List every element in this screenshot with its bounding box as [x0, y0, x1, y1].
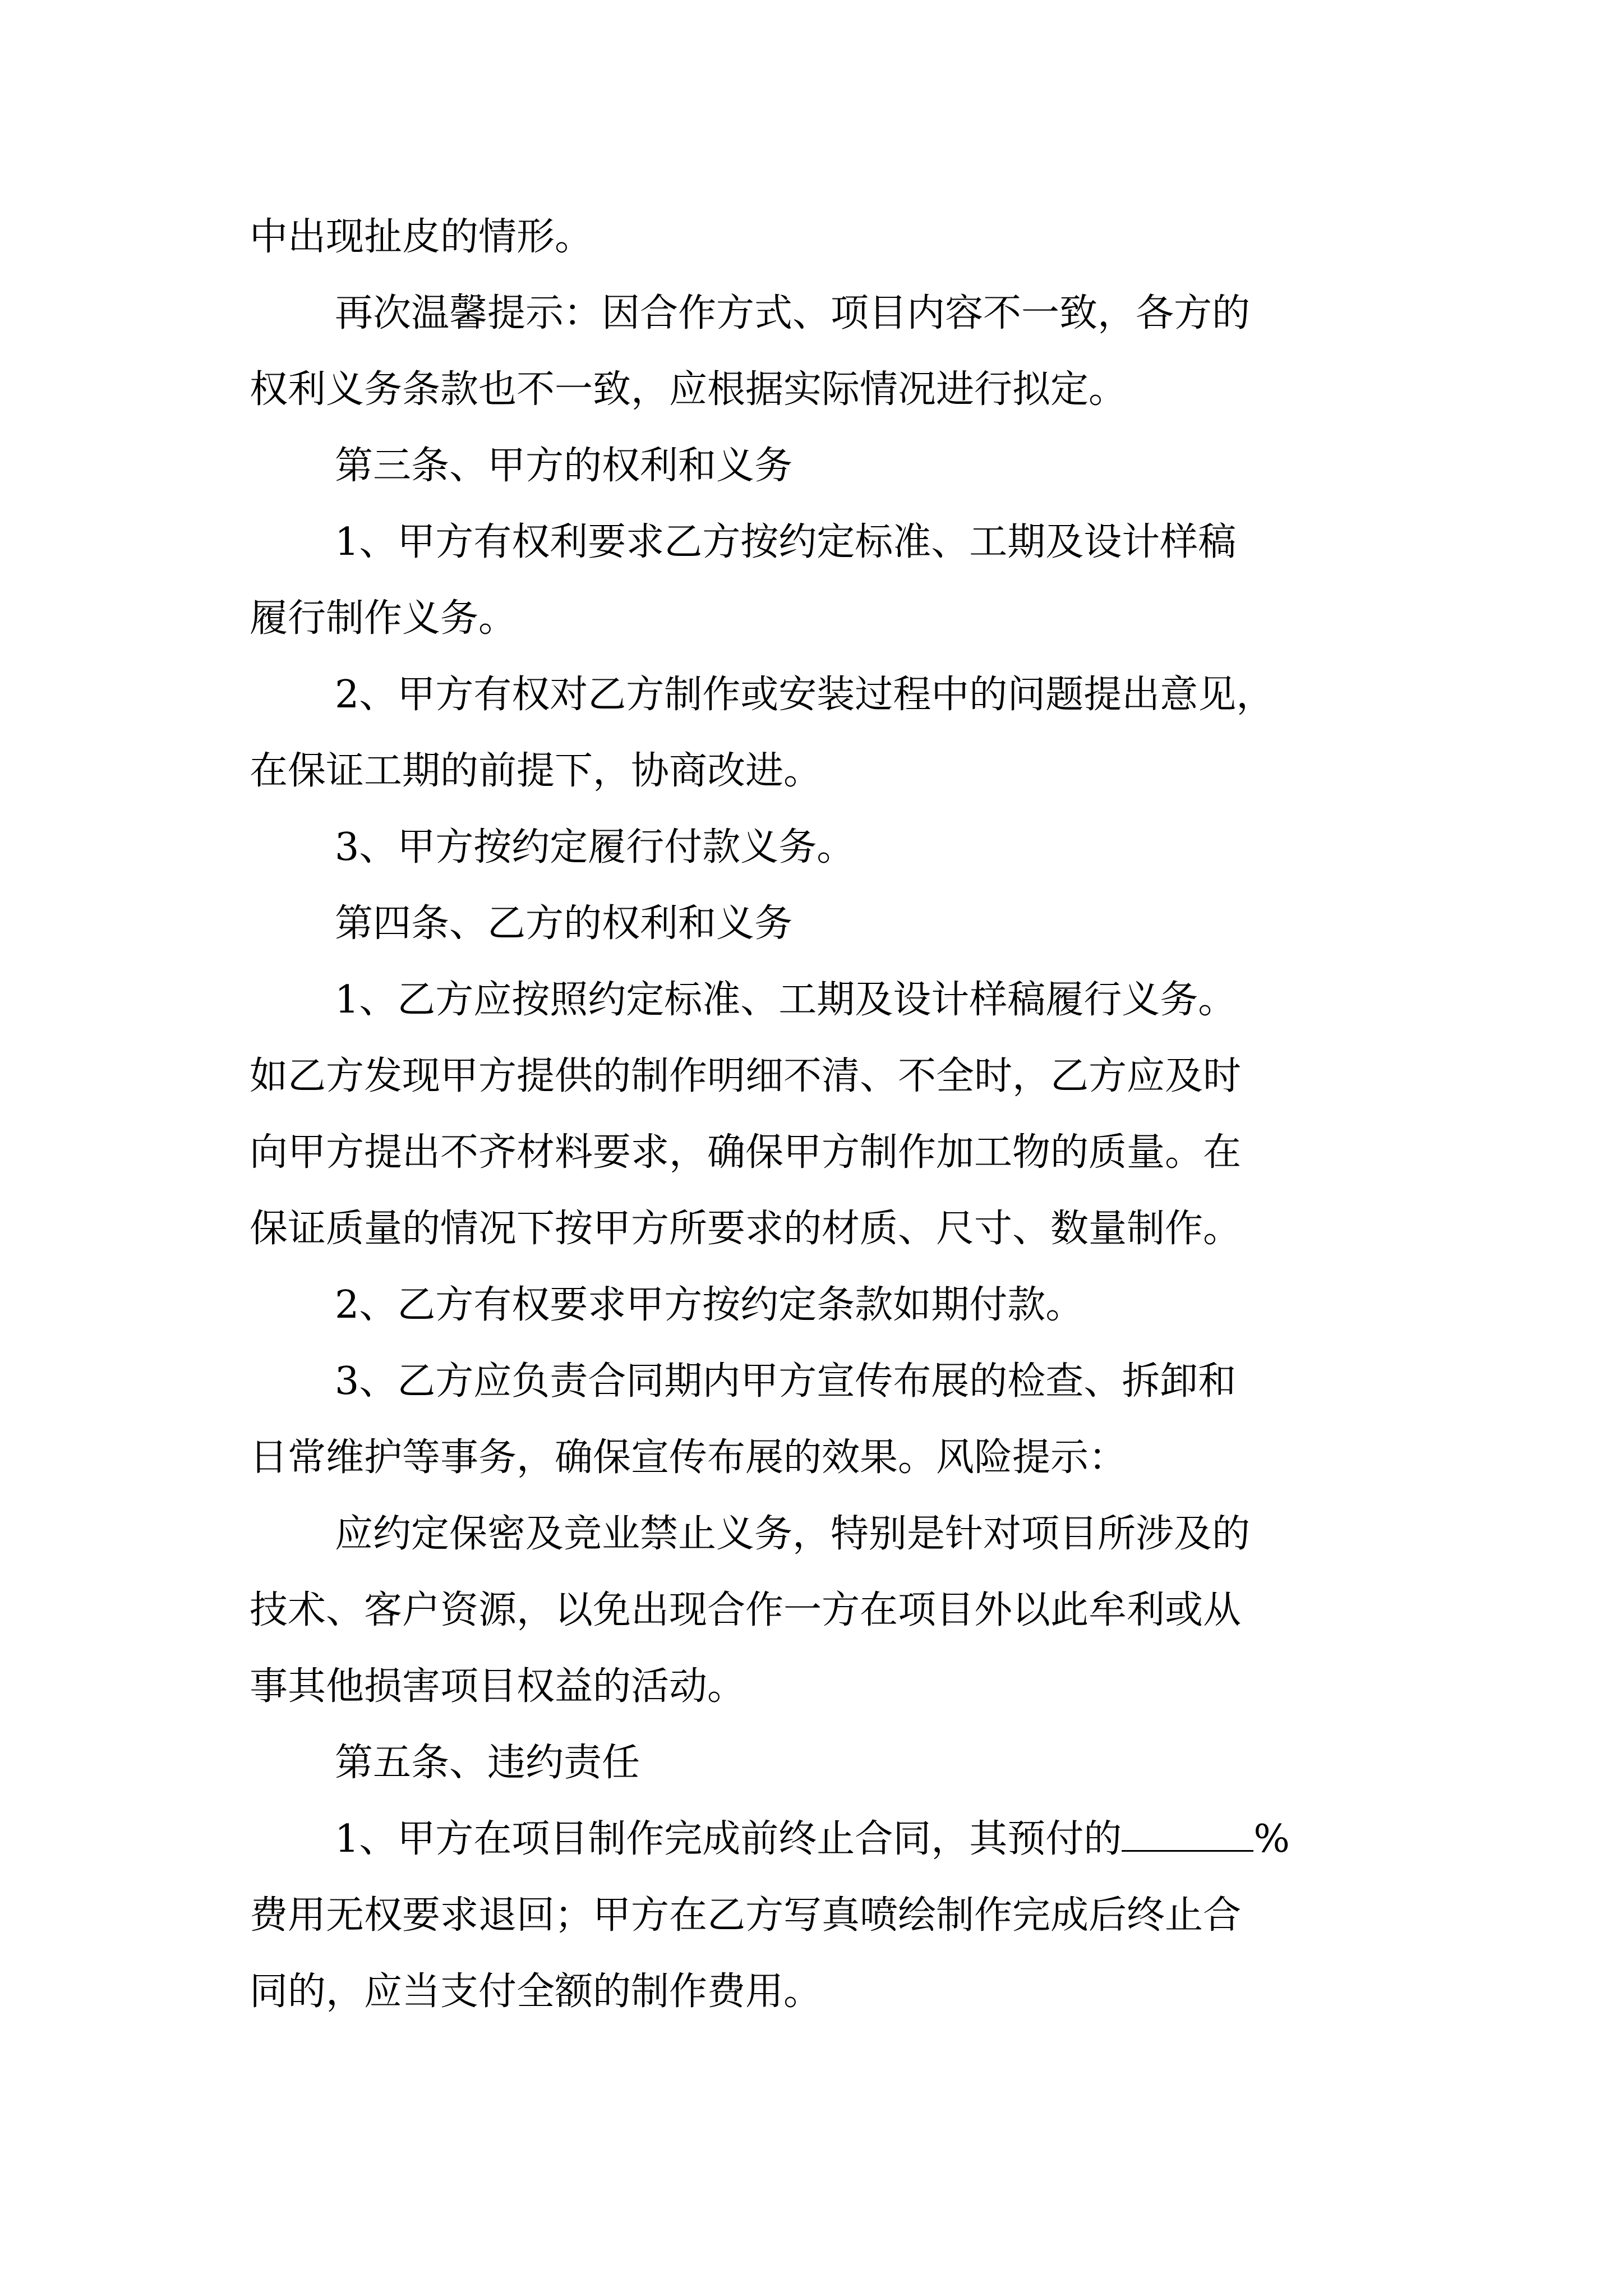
fill-in-blank	[1122, 1819, 1253, 1852]
paragraph-line: 技术、客户资源，以免出现合作一方在项目外以此牟利或从	[250, 1588, 1242, 1632]
section-heading: 第四条、乙方的权利和义务	[335, 901, 793, 946]
paragraph-line: 1、甲方有权利要求乙方按约定标准、工期及设计样稿	[335, 520, 1237, 564]
paragraph-line: 2、甲方有权对乙方制作或安装过程中的问题提出意见，	[335, 673, 1275, 717]
paragraph-line: 2、乙方有权要求甲方按约定条款如期付款。	[335, 1283, 1084, 1327]
paragraph-line: 日常维护等事务，确保宣传布展的效果。风险提示：	[250, 1435, 1127, 1480]
paragraph-line: 再次温馨提示：因合作方式、项目内容不一致，各方的	[335, 291, 1251, 335]
blank-line-after: %	[1253, 1817, 1290, 1861]
paragraph-line: 在保证工期的前提下，协商改进。	[250, 749, 822, 793]
paragraph-line: 3、甲方按约定履行付款义务。	[335, 825, 855, 869]
paragraph-line: 同的，应当支付全额的制作费用。	[250, 1970, 822, 2014]
section-heading: 第五条、违约责任	[335, 1741, 640, 1785]
paragraph-line: 费用无权要求退回；甲方在乙方写真喷绘制作完成后终止合	[250, 1893, 1242, 1938]
paragraph-line: 保证质量的情况下按甲方所要求的材质、尺寸、数量制作。	[250, 1207, 1242, 1251]
paragraph-line: 如乙方发现甲方提供的制作明细不清、不全时，乙方应及时	[250, 1054, 1242, 1098]
blank-line-before: 1、甲方在项目制作完成前终止合同，其预付的	[335, 1817, 1122, 1861]
paragraph-line: 应约定保密及竞业禁止义务，特别是针对项目所涉及的	[335, 1512, 1251, 1556]
paragraph-line: 3、乙方应负责合同期内甲方宣传布展的检查、拆卸和	[335, 1359, 1237, 1404]
paragraph-line: 履行制作义务。	[250, 596, 517, 641]
paragraph-line: 权利义务条款也不一致，应根据实际情况进行拟定。	[250, 367, 1127, 412]
document-body	[250, 199, 1385, 2030]
paragraph-line: 中出现扯皮的情形。	[250, 215, 593, 259]
paragraph-line: 事其他损害项目权益的活动。	[250, 1664, 746, 1709]
paragraph-line: 1、乙方应按照约定标准、工期及设计样稿履行义务。	[335, 978, 1237, 1022]
section-heading: 第三条、甲方的权利和义务	[335, 444, 793, 488]
paragraph-line-with-blank	[250, 1801, 1385, 1878]
paragraph-line: 向甲方提出不齐材料要求，确保甲方制作加工物的质量。在	[250, 1130, 1242, 1175]
